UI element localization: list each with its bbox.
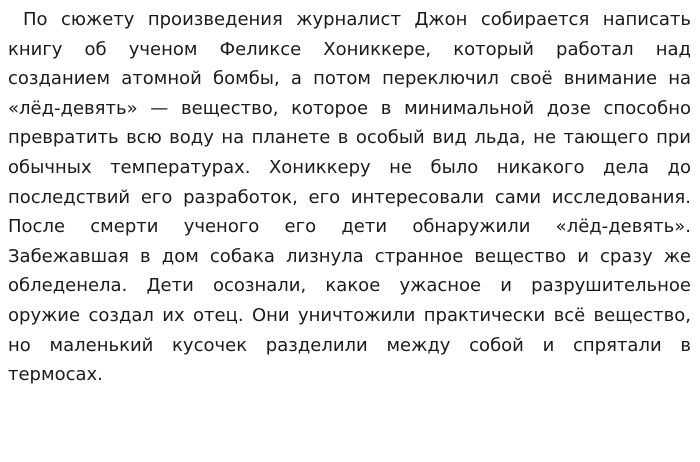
text-line: По сюжету произведения журналист Джон собирается написать: [23, 9, 691, 30]
text-line: обледенела. Дети осознали, какое ужасное и разрушительное: [8, 275, 691, 297]
paragraph: [8, 5, 691, 390]
text-line: обычных температурах. Хониккеру не было никакого дела до: [8, 156, 691, 178]
text-line: превратить всю воду на планете в особый вид льда, не тающего при: [8, 127, 691, 149]
text-line: книгу об ученом Феликсе Хониккере, который работал над: [8, 38, 691, 60]
text-line: но маленький кусочек разделили между собой и спрятали в: [8, 334, 691, 356]
text-line: Забежавшая в дом собака лизнула странное вещество и сразу же: [8, 245, 691, 267]
text-line: оружие создал их отец. Они уничтожили практически всё вещество,: [8, 304, 691, 326]
text-line: созданием атомной бомбы, а потом переключил своё внимание на: [8, 68, 691, 90]
text-line: последствий его разработок, его интересовали сами исследования.: [8, 186, 691, 208]
text-line: После смерти ученого его дети обнаружили «лёд-девять».: [8, 216, 691, 238]
text-line: «лёд-девять» — вещество, которое в минимальной дозе способно: [8, 97, 691, 119]
text-line: термосах.: [8, 364, 103, 386]
